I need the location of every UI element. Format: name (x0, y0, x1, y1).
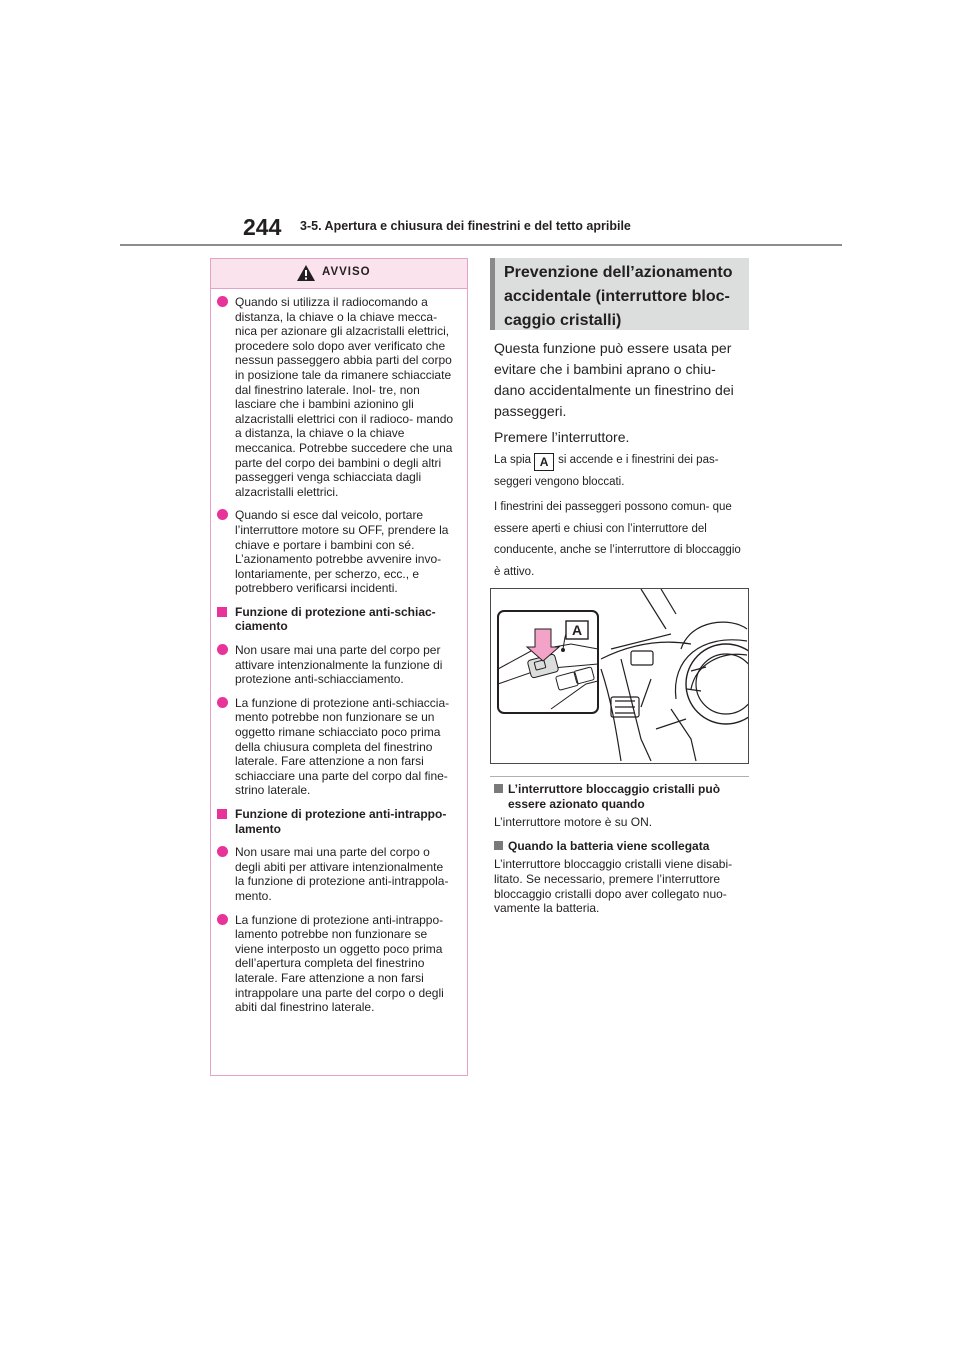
bullet-dot-icon (217, 846, 228, 857)
note-heading (494, 782, 752, 811)
warning-item (217, 508, 455, 596)
warning-item-text: La funzione di protezione anti-intrappo- lamento potrebbe non funzionare se viene interposto un oggetto poco prima dell’apertura completa del finestrino laterale. Fare attenzione a non farsi intrappolare una parte del corpo o degli abiti dal finestrino laterale. (235, 912, 444, 1015)
warning-item-text: La funzione di protezione anti-schiaccia- mento potrebbe non funzionare se un oggetto rimane schiacciato poco prima della chiusura completa del finestrino laterale. Fare attenzione a non farsi schiacciare una parte del corpo dal fine- strino laterale. (235, 695, 450, 798)
bullet-dot-icon (217, 644, 228, 655)
warning-item (217, 295, 455, 499)
warning-box (210, 258, 468, 1076)
section-title-line: Prevenzione dell’azionamento (504, 264, 733, 281)
notes-section (494, 782, 752, 925)
bullet-dot-icon (217, 509, 228, 520)
note-heading (494, 839, 752, 854)
warning-body (211, 289, 467, 1015)
bullet-dot-icon (217, 296, 228, 307)
header-rule (120, 244, 842, 246)
figure-callout-a: A (571, 622, 583, 638)
note-text: L’interruttore motore è su ON. (494, 815, 653, 830)
window-lock-switch-illustration (490, 588, 749, 764)
warning-item (217, 643, 455, 687)
lamp-paragraph (494, 450, 746, 493)
warning-item (217, 913, 455, 1015)
intro-paragraph: Questa funzione può essere usata per evitare che i bambini aprano o chiu- dano accidentalmente un finestrino dei passeggeri. (494, 340, 734, 419)
warning-item (217, 845, 455, 903)
note-heading-text: Quando la batteria viene scollegata (508, 838, 710, 853)
section-title-line: accidentale (interruttore bloc- (504, 288, 730, 305)
page-number: 244 (243, 214, 282, 240)
warning-subheading (217, 807, 455, 836)
warning-item-text: Non usare mai una parte del corpo per attivare intenzionalmente la funzione di protezione anti-schiacciamento. (235, 643, 443, 687)
callout-label-a: A (534, 453, 554, 471)
warning-item (217, 696, 455, 798)
warning-item-text: Quando si esce dal veicolo, portare l’interruttore motore su OFF, prendere la chiave e portare i bambini con sé. L’azionamento potrebbe avvenire invo- lontariamente, per scherzo, ecc., e potrebbero verificarsi incidenti. (235, 508, 449, 596)
running-header: 3-5. Apertura e chiusura dei finestrini e del tetto apribile (300, 219, 631, 233)
square-bullet-icon (217, 607, 227, 617)
section-intro (494, 338, 746, 453)
lamp-suffix: si accende e i finestrini dei pas- seggeri vengono bloccati. (494, 454, 719, 488)
warning-subheading-text: Funzione di protezione anti-schiac- ciamento (235, 604, 436, 634)
lamp-prefix: La spia (494, 454, 532, 466)
section-heading (490, 258, 749, 330)
bullet-dot-icon (217, 697, 228, 708)
lamp-description (494, 450, 746, 587)
note-text: L’interruttore bloccaggio cristalli viene disabi- litato. Se necessario, premere l’interruttore bloccaggio cristalli dopo aver collegato nuo- vamente la batteria. (494, 857, 733, 916)
warning-triangle-icon (296, 264, 316, 282)
section-title-line: caggio cristalli) (504, 312, 622, 329)
lamp-paragraph-2: I finestrini dei passeggeri possono comun- que essere aperti e chiusi con l’interruttore del conducente, anche se l’interruttore di bloccaggio è attivo. (494, 501, 741, 578)
illustration-drawing (491, 589, 748, 763)
warning-subheading (217, 605, 455, 634)
square-bullet-icon (494, 784, 503, 793)
square-bullet-icon (217, 809, 227, 819)
figure-separator (490, 776, 749, 777)
warning-item-text: Non usare mai una parte del corpo o degli abiti per attivare intenzionalmente la funzione di protezione anti-intrappola- mento. (235, 845, 449, 903)
note-heading-text: L’interruttore bloccaggio cristalli può essere azionato quando (508, 782, 721, 811)
warning-title: AVVISO (322, 266, 371, 278)
intro-instruction: Premere l’interruttore. (494, 429, 630, 445)
bullet-dot-icon (217, 914, 228, 925)
warning-item-text: Quando si utilizza il radiocomando a distanza, la chiave o la chiave mecca- nica per azionare gli alzacristalli elettrici, procedere solo dopo aver verificato che nessun passeggero abbia parti del corpo in posizione tale da rimanere schiacciate dal finestrino laterale. Inol- tre, non lasciare che i bambini azionino gli alzacristalli elettrici con il radioco- mando a distanza, la chiave o la chiave meccanica. Potrebbe succedere che una parte del corpo dei bambini o degli altri passeggeri venga schiacciata dagli alzacristalli elettrici. (235, 295, 454, 499)
square-bullet-icon (494, 841, 503, 850)
warning-subheading-text: Funzione di protezione anti-intrappo- lamento (235, 807, 447, 836)
warning-header (211, 259, 467, 289)
